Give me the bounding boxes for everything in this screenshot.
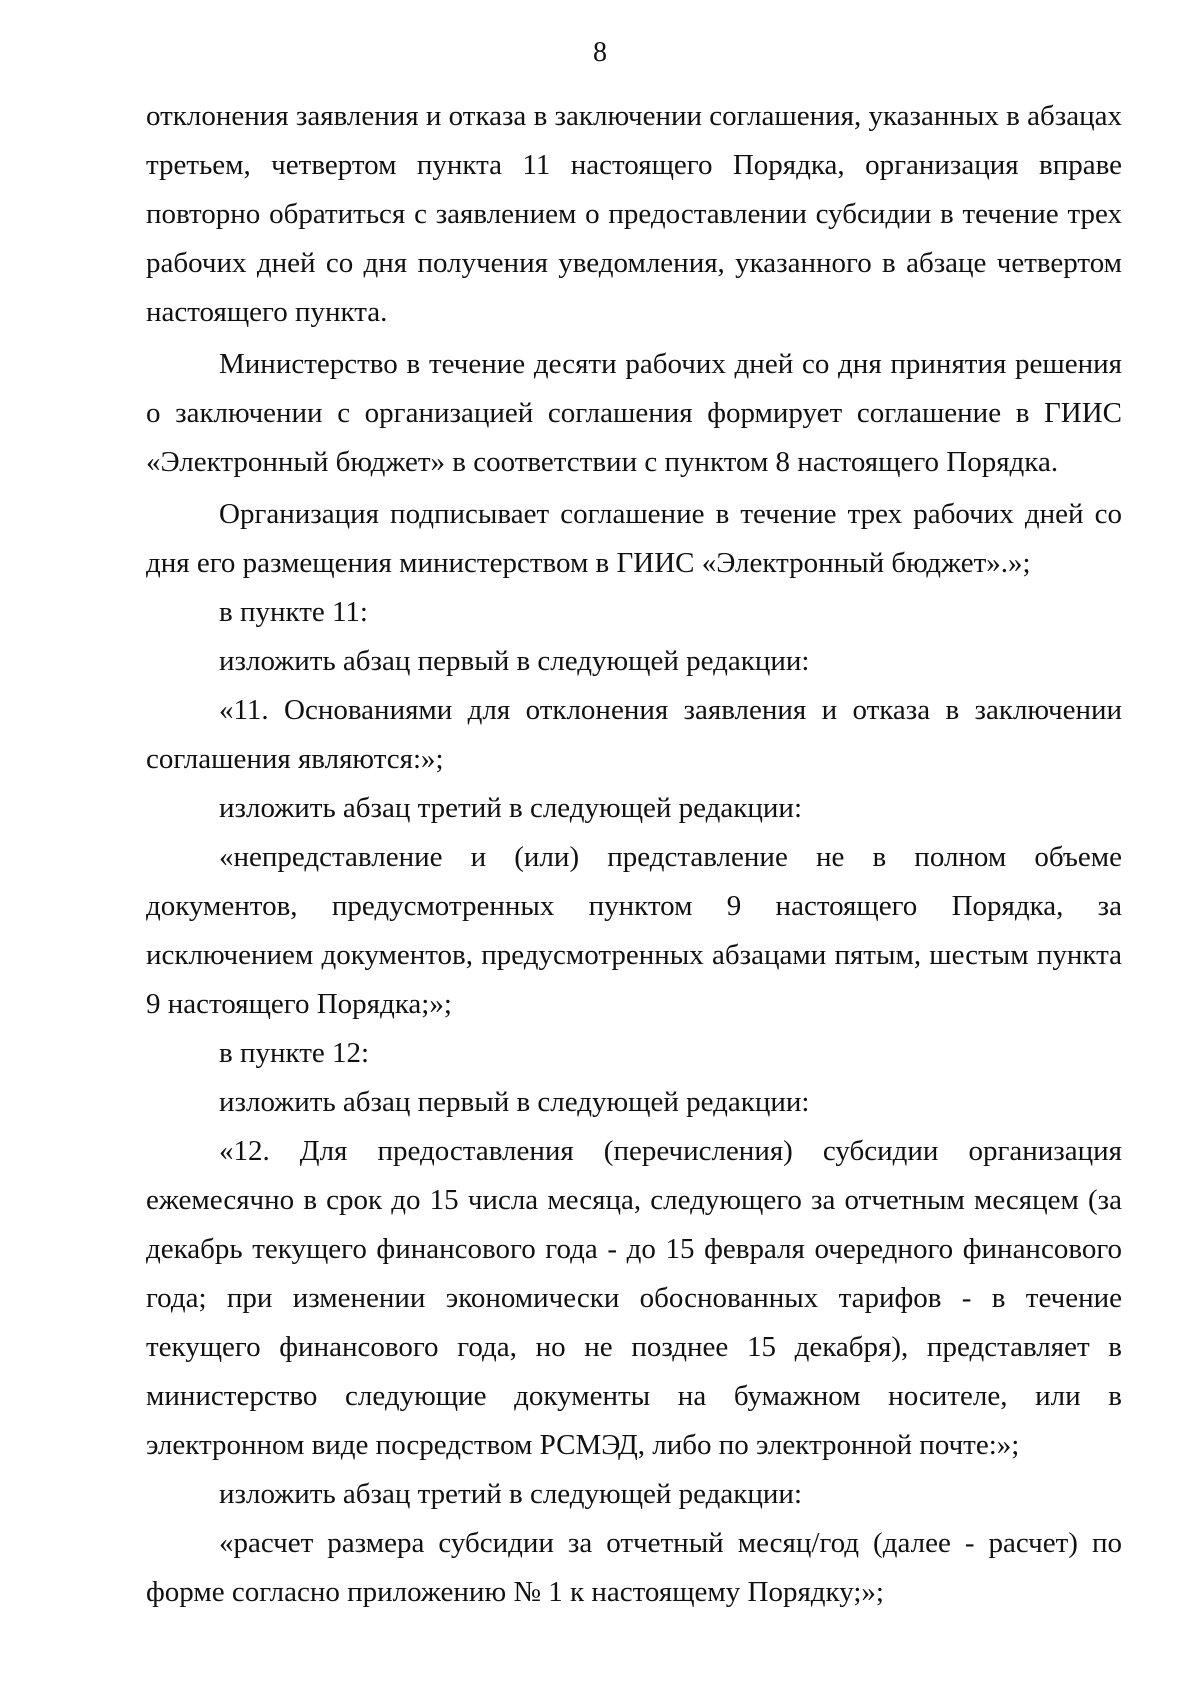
paragraph-clause-11-third-text: «непредставление и (или) представление не в полном объеме документов, предусмотренных пунктом 9 настоящего Порядка, за исключением документов, предусмотренных абзацами пятым, шестым пункта 9 настоящего Порядка;»; [146, 841, 1122, 1020]
document-body [146, 92, 1122, 1617]
paragraph-clause-11-first-instruction: изложить абзац первый в следующей редакции: [219, 645, 810, 677]
paragraph-clause-12-first-instruction: изложить абзац первый в следующей редакции: [219, 1086, 810, 1118]
paragraph-clause-12-text: «12. Для предоставления (перечисления) субсидии организация ежемесячно в срок до 15 числа месяца, следующего за отчетным месяцем (за декабрь текущего финансового года - до 15 февраля очередного финансового года; при изменении экономически обоснованных тарифов - в течение текущего финансового года, но не позднее 15 декабря), представляет в министерство следующие документы на бумажном носителе, или в электронном виде посредством РСМЭД, либо по электронной почте:»; [146, 1135, 1122, 1461]
page-number: 8 [593, 37, 607, 68]
paragraph-clause-12-heading: в пункте 12: [219, 1037, 370, 1069]
paragraph-clause-11-third-instruction: изложить абзац третий в следующей редакции: [219, 792, 803, 824]
paragraph-ministry-agreement: Министерство в течение десяти рабочих дней со дня принятия решения о заключении с организацией соглашения формирует соглашение в ГИИС «Электронный бюджет» в соответствии с пунктом 8 настоящего Порядка. [146, 348, 1122, 478]
paragraph-clause-11-heading: в пункте 11: [219, 596, 368, 628]
paragraph-clause-12-third-instruction: изложить абзац третий в следующей редакции: [219, 1478, 803, 1510]
paragraph-continuation: отклонения заявления и отказа в заключении соглашения, указанных в абзацах третьем, четвертом пункта 11 настоящего Порядка, организация вправе повторно обратиться с заявлением о предоставлении субсидии в течение трех рабочих дней со дня получения уведомления, указанного в абзаце четвертом настоящего пункта. [146, 100, 1122, 328]
paragraph-organization-signs: Организация подписывает соглашение в течение трех рабочих дней со дня его размещения министерством в ГИИС «Электронный бюджет».»; [146, 498, 1122, 579]
paragraph-clause-11-text: «11. Основаниями для отклонения заявления и отказа в заключении соглашения являются:»; [146, 694, 1122, 775]
paragraph-clause-12-third-text: «расчет размера субсидии за отчетный месяц/год (далее - расчет) по форме согласно приложению № 1 к настоящему Порядку;»; [146, 1527, 1122, 1608]
